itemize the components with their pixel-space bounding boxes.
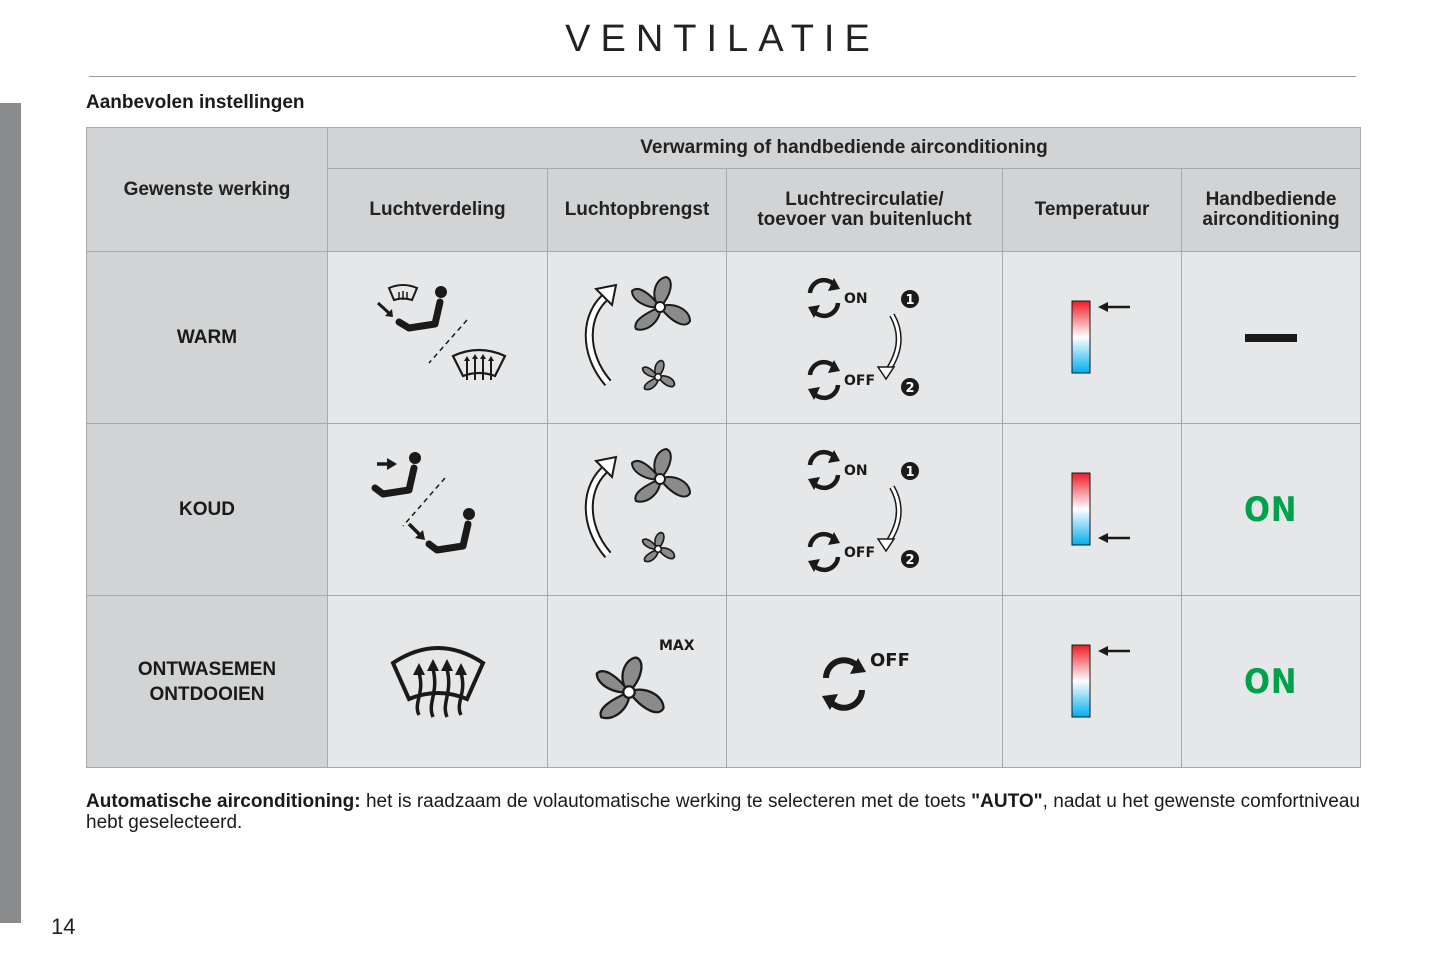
face-feet-distribution-icon (363, 450, 513, 570)
table-row (87, 596, 1361, 768)
footer-key: "AUTO" (971, 791, 1043, 812)
footer-text1: het is raadzaam de volautomatische werking te selecteren met de toets (360, 791, 972, 812)
side-bar (0, 103, 21, 923)
col-header-luchtopbrengst: Luchtopbrengst (548, 169, 727, 252)
recirculation-warm (727, 252, 1003, 424)
fan-speed-icon (572, 273, 702, 403)
table-row (87, 252, 1361, 424)
row-label-line2: ONTDOOIEN (149, 683, 265, 705)
fan-speed-koud (548, 424, 727, 596)
fan-speed-icon (572, 445, 702, 575)
row-label-ontwasemen (87, 596, 328, 768)
svg-text:2: 2 (904, 380, 915, 396)
table-row (87, 424, 1361, 596)
footer-text2: , nadat u het gewenste comfortniveau hebt geselecteerd. (86, 791, 1361, 833)
col-header-temperatuur: Temperatuur (1003, 169, 1182, 252)
temperature-koud (1003, 424, 1182, 596)
ac-on-label: ON (1244, 661, 1298, 702)
svg-text:1: 1 (904, 464, 915, 480)
section-heading: Aanbevolen instellingen (86, 92, 305, 113)
col-header-recirculatie: Luchtrecirculatie/ toevoer van buitenlucht (727, 169, 1003, 252)
svg-text:2: 2 (904, 552, 915, 568)
recirculation-sequence-icon (800, 445, 930, 575)
recirculation-koud (727, 424, 1003, 596)
row-label-line1: ONTWASEMEN (137, 658, 277, 680)
svg-text:OFF: OFF (843, 544, 875, 561)
ac-koud (1182, 424, 1361, 596)
recirculation-off-icon (810, 642, 920, 722)
ac-off-dash (1245, 334, 1297, 342)
ac-defrost (1182, 596, 1361, 768)
svg-text:ON: ON (843, 290, 868, 307)
recirculation-sequence-icon (800, 273, 930, 403)
corner-header: Gewenste werking (87, 128, 328, 252)
row-label-warm: WARM (87, 252, 328, 424)
temperature-warm (1003, 252, 1182, 424)
col-header-airco: Handbediende airconditioning (1182, 169, 1361, 252)
svg-text:ON: ON (843, 462, 868, 479)
footer-bold: Automatische airconditioning: (86, 791, 361, 812)
svg-text:OFF: OFF (869, 649, 910, 671)
fan-speed-defrost (548, 596, 727, 768)
fan-max-icon (577, 632, 697, 732)
air-distribution-defrost (328, 596, 548, 768)
svg-text:OFF: OFF (843, 372, 875, 389)
temperature-defrost (1003, 596, 1182, 768)
temperature-hot-icon (1042, 293, 1142, 383)
ac-on-label: ON (1244, 489, 1298, 530)
row-label-koud: KOUD (87, 424, 328, 596)
svg-text:MAX: MAX (659, 637, 695, 654)
recirculation-off-icon (808, 360, 840, 400)
col-header-luchtverdeling: Luchtverdeling (328, 169, 548, 252)
fan-speed-warm (548, 252, 727, 424)
group-header: Verwarming of handbediende airconditioning (328, 128, 1361, 169)
windscreen-feet-distribution-icon (363, 278, 513, 398)
recirculation-on-icon (808, 450, 840, 490)
temperature-cold-icon (1042, 465, 1142, 555)
footer-note (86, 791, 1360, 833)
air-distribution-koud (328, 424, 548, 596)
temperature-hot-icon (1042, 637, 1142, 727)
svg-text:1: 1 (904, 292, 915, 308)
windscreen-defrost-icon (383, 637, 493, 727)
settings-table (86, 127, 1361, 768)
page-title: VENTILATIE (565, 18, 880, 60)
air-distribution-warm (328, 252, 548, 424)
recirculation-on-icon (808, 278, 840, 318)
recirculation-off-icon (808, 532, 840, 572)
title-rule (89, 76, 1356, 77)
ac-warm (1182, 252, 1361, 424)
page-number: 14 (51, 914, 76, 939)
recirculation-defrost (727, 596, 1003, 768)
